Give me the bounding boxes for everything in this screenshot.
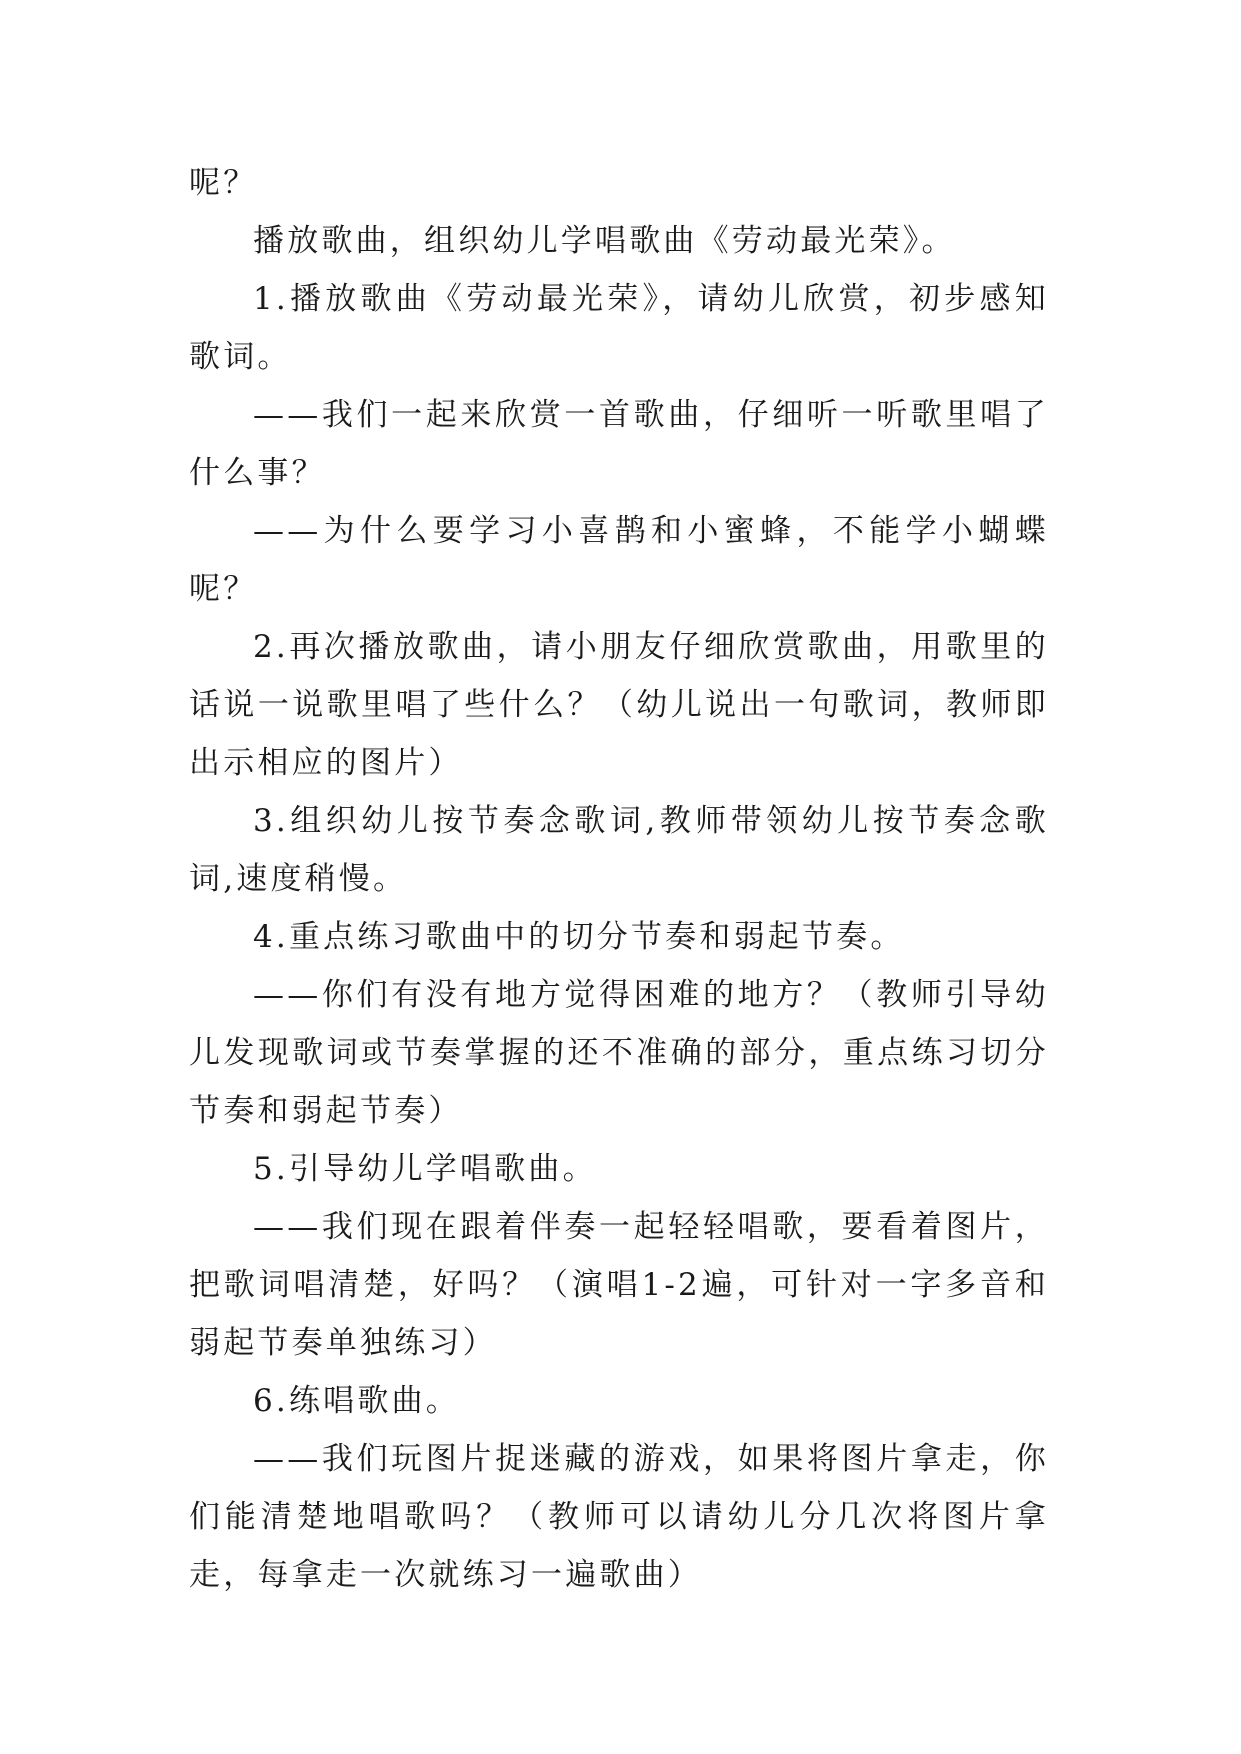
- paragraph: 3.组织幼儿按节奏念歌词,教师带领幼儿按节奏念歌词,速度稍慢。: [189, 803, 1049, 897]
- paragraph: 4.重点练习歌曲中的切分节奏和弱起节奏。: [253, 919, 905, 955]
- document-page: [189, 154, 1049, 1604]
- paragraph: 6.练唱歌曲。: [253, 1383, 460, 1419]
- paragraph: 1.播放歌曲《劳动最光荣》，请幼儿欣赏，初步感知歌词。: [189, 281, 1049, 375]
- paragraph: 呢？: [189, 165, 258, 201]
- paragraph: 播放歌曲，组织幼儿学唱歌曲《劳动最光荣》。: [253, 223, 956, 259]
- paragraph: 5.引导幼儿学唱歌曲。: [253, 1151, 597, 1187]
- paragraph: ——我们一起来欣赏一首歌曲，仔细听一听歌里唱了什么事？: [189, 397, 1049, 491]
- paragraph: ——你们有没有地方觉得困难的地方？（教师引导幼儿发现歌词或节奏掌握的还不准确的部分，重点练习切分节奏和弱起节奏）: [189, 977, 1049, 1129]
- paragraph: ——我们现在跟着伴奏一起轻轻唱歌，要看着图片，把歌词唱清楚，好吗？（演唱1-2遍，可针对一字多音和弱起节奏单独练习）: [189, 1209, 1049, 1361]
- paragraph: ——为什么要学习小喜鹊和小蜜蜂，不能学小蝴蝶呢？: [189, 513, 1049, 607]
- paragraph: ——我们玩图片捉迷藏的游戏，如果将图片拿走，你们能清楚地唱歌吗？（教师可以请幼儿分几次将图片拿走，每拿走一次就练习一遍歌曲）: [189, 1441, 1049, 1593]
- paragraph: 2.再次播放歌曲，请小朋友仔细欣赏歌曲，用歌里的话说一说歌里唱了些什么？（幼儿说出一句歌词，教师即出示相应的图片）: [189, 629, 1049, 781]
